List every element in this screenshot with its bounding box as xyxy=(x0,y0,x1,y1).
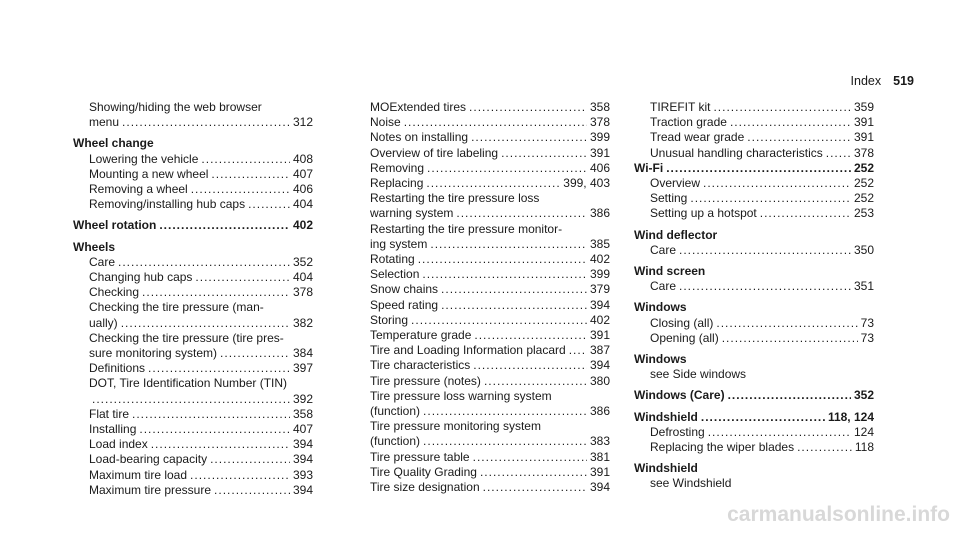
index-subentry xyxy=(73,115,313,130)
dot-leader xyxy=(703,176,851,191)
dot-leader xyxy=(422,267,587,282)
dot-leader xyxy=(430,237,587,252)
page-reference: 253 xyxy=(853,206,874,221)
dot-leader xyxy=(426,176,560,191)
entry-label: Tire and Loading Information placard xyxy=(370,343,566,358)
entry-label: Wheels xyxy=(73,239,116,254)
entry-label: Removing/installing hub caps xyxy=(89,197,246,212)
index-subentry xyxy=(634,243,874,258)
index-subentry xyxy=(370,480,610,495)
dot-leader xyxy=(418,252,587,267)
index-subentry xyxy=(73,361,313,376)
dot-leader xyxy=(501,146,587,161)
index-entry-heading xyxy=(73,218,313,233)
page-reference: 407 xyxy=(292,422,313,437)
index-subentry-text: Checking the tire pressure (tire pres- xyxy=(89,330,284,345)
index-entry-heading xyxy=(634,410,874,425)
entry-label: Windows (Care) xyxy=(634,388,725,403)
index-subentry xyxy=(370,374,610,389)
entry-label: ing system xyxy=(370,236,428,251)
entry-label: Tire pressure table xyxy=(370,449,470,464)
dot-leader xyxy=(220,346,290,361)
dot-leader xyxy=(214,483,290,498)
page-reference: 378 xyxy=(292,285,313,300)
page-reference: 407 xyxy=(292,166,313,181)
page-reference: 382 xyxy=(292,315,313,330)
page-reference: 118 xyxy=(854,440,874,455)
entry-label: Maximum tire pressure xyxy=(89,482,212,497)
page-reference: 406 xyxy=(589,160,610,175)
dot-leader xyxy=(132,407,290,422)
page-reference: 402 xyxy=(589,252,610,267)
index-subentry xyxy=(73,422,313,437)
entry-label: Wind screen xyxy=(634,264,706,279)
dot-leader xyxy=(121,316,290,331)
index-subentry xyxy=(73,483,313,498)
dot-leader xyxy=(690,191,851,206)
entry-label: Checking xyxy=(89,285,140,300)
index-subentry xyxy=(370,298,610,313)
entry-label: Mounting a new wheel xyxy=(89,166,209,181)
index-subentry-text: Tire pressure monitoring system xyxy=(370,419,541,434)
index-subentry-text: Tire pressure loss warning system xyxy=(370,388,552,403)
entry-label: Wi-Fi xyxy=(634,160,664,175)
dot-leader xyxy=(679,279,851,294)
page-reference: 381 xyxy=(589,449,610,464)
entry-label: Replacing the wiper blades xyxy=(650,440,795,455)
dot-leader xyxy=(190,468,290,483)
index-subentry xyxy=(634,316,874,331)
entry-label: sure monitoring system) xyxy=(89,346,218,361)
page-reference: 252 xyxy=(853,191,874,206)
page-reference: 252 xyxy=(853,176,874,191)
dot-leader xyxy=(473,358,587,373)
page-reference: 385 xyxy=(589,236,610,251)
page-reference: 394 xyxy=(292,452,313,467)
index-entry-heading xyxy=(634,228,874,243)
index-subentry-text: DOT, Tire Identification Number (TIN) xyxy=(89,376,288,391)
dot-leader xyxy=(122,115,290,130)
index-subentry-text: Restarting the tire pressure monitor- xyxy=(370,221,563,236)
page-header xyxy=(851,74,914,88)
page-reference: 312 xyxy=(292,115,313,130)
page-reference: 359 xyxy=(853,100,874,114)
index-subentry-text: Showing/hiding the web browser xyxy=(89,100,262,114)
page-reference: 394 xyxy=(589,480,610,495)
index-subentry xyxy=(370,328,610,343)
page-reference: 383 xyxy=(589,434,610,449)
entry-label: Notes on installing xyxy=(370,130,469,145)
entry-label: Traction grade xyxy=(650,115,727,130)
dot-leader xyxy=(480,465,587,480)
dot-leader xyxy=(701,410,825,425)
section-title: Index xyxy=(850,74,882,88)
page-reference: 358 xyxy=(589,100,610,114)
watermark: carmanualsonline.info xyxy=(727,503,950,526)
page-reference: 391 xyxy=(589,145,610,160)
entry-label: Windshield xyxy=(634,461,698,476)
dot-leader xyxy=(441,298,587,313)
index-subentry xyxy=(73,452,313,467)
page-reference: 406 xyxy=(292,182,313,197)
page-reference: 391 xyxy=(853,130,874,145)
index-entry-heading xyxy=(634,300,874,315)
page-reference: 350 xyxy=(853,242,874,257)
page-reference: 394 xyxy=(292,437,313,452)
index-entry-heading xyxy=(634,461,874,476)
dot-leader xyxy=(730,115,851,130)
index-subentry xyxy=(370,115,610,130)
dot-leader xyxy=(191,182,290,197)
entry-label: Speed rating xyxy=(370,297,439,312)
entry-label: Closing (all) xyxy=(650,315,714,330)
index-subentry xyxy=(370,404,610,419)
entry-label: Load index xyxy=(89,437,148,452)
page-reference: 73 xyxy=(860,330,874,345)
index-subentry xyxy=(634,331,874,346)
entry-label: Removing a wheel xyxy=(89,182,188,197)
page-reference: 387 xyxy=(589,343,610,358)
entry-label: Installing xyxy=(89,422,137,437)
entry-label: Wind deflector xyxy=(634,227,718,242)
entry-label: Lowering the vehicle xyxy=(89,151,199,166)
page-reference: 386 xyxy=(589,206,610,221)
index-subentry xyxy=(73,346,313,361)
index-subentry xyxy=(73,270,313,285)
index-subentry xyxy=(634,440,874,455)
dot-leader xyxy=(716,316,857,331)
index-subentry xyxy=(370,434,610,449)
page-reference: 394 xyxy=(292,482,313,497)
entry-label: Windows xyxy=(634,352,687,367)
page-reference: 402 xyxy=(292,218,313,233)
index-subentry xyxy=(73,255,313,270)
index-entry-heading xyxy=(634,388,874,403)
entry-label: Noise xyxy=(370,115,401,130)
dot-leader xyxy=(797,440,852,455)
dot-leader xyxy=(211,167,290,182)
page-reference: 124 xyxy=(853,424,874,439)
entry-label: Definitions xyxy=(89,361,146,376)
dot-leader xyxy=(708,425,851,440)
page-reference: 399 xyxy=(589,130,610,145)
dot-leader xyxy=(427,161,587,176)
page-reference: 73 xyxy=(860,315,874,330)
dot-leader xyxy=(713,100,851,115)
entry-label: Care xyxy=(89,254,116,269)
page-reference: 391 xyxy=(589,464,610,479)
index-subentry xyxy=(370,282,610,297)
index-subentry xyxy=(370,252,610,267)
entry-label: Snow chains xyxy=(370,282,439,297)
index-subentry xyxy=(370,130,610,145)
dot-leader xyxy=(826,146,851,161)
page-reference: 391 xyxy=(853,115,874,130)
index-subentry xyxy=(370,161,610,176)
page-reference: 392 xyxy=(292,391,313,406)
entry-label: (function) xyxy=(370,434,421,449)
dot-leader xyxy=(139,422,290,437)
entry-label: Care xyxy=(650,242,677,257)
entry-label: Overview xyxy=(650,176,701,191)
page-reference: 394 xyxy=(589,297,610,312)
entry-label: TIREFIT kit xyxy=(650,100,711,114)
index-subentry-text: Checking the tire pressure (man- xyxy=(89,300,264,315)
index-subentry xyxy=(634,115,874,130)
page-reference: 399, 403 xyxy=(563,176,610,191)
page-number: 519 xyxy=(893,74,914,88)
index-subentry-text: Restarting the tire pressure loss xyxy=(370,191,540,206)
page-reference: 402 xyxy=(589,312,610,327)
entry-label: warning system xyxy=(370,206,454,221)
page-reference: 404 xyxy=(292,270,313,285)
entry-label: Defrosting xyxy=(650,424,705,439)
entry-label: Windows xyxy=(634,300,687,315)
index-subentry xyxy=(370,343,610,358)
index-subentry xyxy=(634,191,874,206)
dot-leader xyxy=(195,270,290,285)
index-column-1 xyxy=(73,100,313,498)
page-reference: 252 xyxy=(853,160,874,175)
entry-label: ually) xyxy=(89,315,118,330)
entry-label: Storing xyxy=(370,312,409,327)
entry-label: Tread wear grade xyxy=(650,130,745,145)
index-subentry xyxy=(73,407,313,422)
entry-label: Load-bearing capacity xyxy=(89,452,208,467)
dot-leader xyxy=(569,343,587,358)
index-entry-heading xyxy=(73,240,313,255)
entry-label: Flat tire xyxy=(89,406,130,421)
index-subentry xyxy=(634,206,874,221)
dot-leader xyxy=(411,313,587,328)
dot-leader xyxy=(473,450,587,465)
dot-leader xyxy=(679,243,851,258)
dot-leader xyxy=(722,331,858,346)
entry-label: MOExtended tires xyxy=(370,100,467,114)
dot-leader xyxy=(148,361,290,376)
index-subentry-text: see Windshield xyxy=(650,476,732,491)
index-subentry xyxy=(370,146,610,161)
page-reference: 399 xyxy=(589,267,610,282)
dot-leader xyxy=(666,161,851,176)
index-subentry xyxy=(73,316,313,331)
index-subentry xyxy=(370,450,610,465)
dot-leader xyxy=(483,480,587,495)
dot-leader xyxy=(248,197,290,212)
dot-leader xyxy=(469,100,587,115)
dot-leader xyxy=(441,282,587,297)
page-reference: 391 xyxy=(589,328,610,343)
dot-leader xyxy=(456,206,587,221)
index-subentry xyxy=(370,358,610,373)
entry-label: Changing hub caps xyxy=(89,270,193,285)
index-subentry xyxy=(370,100,610,115)
index-subentry xyxy=(370,237,610,252)
entry-label: Wheel rotation xyxy=(73,218,157,233)
index-subentry xyxy=(73,167,313,182)
index-subentry xyxy=(634,279,874,294)
entry-label: Replacing xyxy=(370,176,424,191)
index-subentry xyxy=(370,465,610,480)
dot-leader xyxy=(210,452,290,467)
entry-label: Setting xyxy=(650,191,688,206)
page-reference: 378 xyxy=(853,145,874,160)
page-reference: 394 xyxy=(589,358,610,373)
page-reference: 351 xyxy=(853,279,874,294)
index-entry-heading xyxy=(73,136,313,151)
dot-leader xyxy=(423,404,587,419)
dot-leader xyxy=(423,434,587,449)
dot-leader xyxy=(151,437,290,452)
index-column-2 xyxy=(370,100,610,495)
index-entry-heading xyxy=(634,161,874,176)
entry-label: Setting up a hotspot xyxy=(650,206,757,221)
dot-leader xyxy=(760,206,851,221)
entry-label: Overview of tire labeling xyxy=(370,145,499,160)
entry-label: Removing xyxy=(370,160,425,175)
index-subentry xyxy=(370,206,610,221)
page-reference: 352 xyxy=(853,388,874,403)
index-subentry xyxy=(370,267,610,282)
index-subentry xyxy=(73,437,313,452)
index-column-3 xyxy=(634,100,874,492)
page-reference: 404 xyxy=(292,197,313,212)
dot-leader xyxy=(92,392,290,407)
page-reference: 358 xyxy=(292,406,313,421)
dot-leader xyxy=(474,328,587,343)
dot-leader xyxy=(484,374,587,389)
index-subentry xyxy=(73,197,313,212)
page-reference: 380 xyxy=(589,373,610,388)
index-entry-heading xyxy=(634,352,874,367)
index-subentry xyxy=(73,152,313,167)
page-reference: 397 xyxy=(292,361,313,376)
dot-leader xyxy=(404,115,587,130)
entry-label: Windshield xyxy=(634,409,698,424)
entry-label: Tire characteristics xyxy=(370,358,471,373)
entry-label: Temperature grade xyxy=(370,328,472,343)
page-reference: 378 xyxy=(589,115,610,130)
index-subentry xyxy=(73,182,313,197)
page-reference: 386 xyxy=(589,404,610,419)
index-entry-heading xyxy=(634,264,874,279)
entry-label: Opening (all) xyxy=(650,330,719,345)
page-reference: 352 xyxy=(292,254,313,269)
entry-label: (function) xyxy=(370,404,421,419)
entry-label: Selection xyxy=(370,267,420,282)
index-subentry xyxy=(634,100,874,115)
dot-leader xyxy=(142,285,290,300)
index-subentry xyxy=(634,425,874,440)
dot-leader xyxy=(728,388,851,403)
entry-label: Tire size designation xyxy=(370,480,480,495)
page-reference: 384 xyxy=(292,346,313,361)
entry-label: Rotating xyxy=(370,252,415,267)
dot-leader xyxy=(118,255,290,270)
index-subentry-text: see Side windows xyxy=(650,367,747,382)
index-subentry xyxy=(634,130,874,145)
page-reference: 118, 124 xyxy=(827,409,874,424)
entry-label: Maximum tire load xyxy=(89,467,188,482)
entry-label: Tire Quality Grading xyxy=(370,464,477,479)
entry-label: Tire pressure (notes) xyxy=(370,373,481,388)
page-reference: 379 xyxy=(589,282,610,297)
dot-leader xyxy=(471,130,587,145)
dot-leader xyxy=(201,152,290,167)
dot-leader xyxy=(747,130,851,145)
index-subentry xyxy=(73,392,313,407)
index-subentry xyxy=(634,146,874,161)
index-subentry xyxy=(370,176,610,191)
page-reference: 408 xyxy=(292,151,313,166)
index-subentry xyxy=(634,176,874,191)
index-subentry xyxy=(370,313,610,328)
index-subentry xyxy=(73,468,313,483)
entry-label: Care xyxy=(650,279,677,294)
dot-leader xyxy=(159,218,290,233)
entry-label: menu xyxy=(89,115,120,130)
page-reference: 393 xyxy=(292,467,313,482)
index-subentry xyxy=(73,285,313,300)
entry-label: Wheel change xyxy=(73,136,154,151)
entry-label: Unusual handling characteristics xyxy=(650,145,823,160)
